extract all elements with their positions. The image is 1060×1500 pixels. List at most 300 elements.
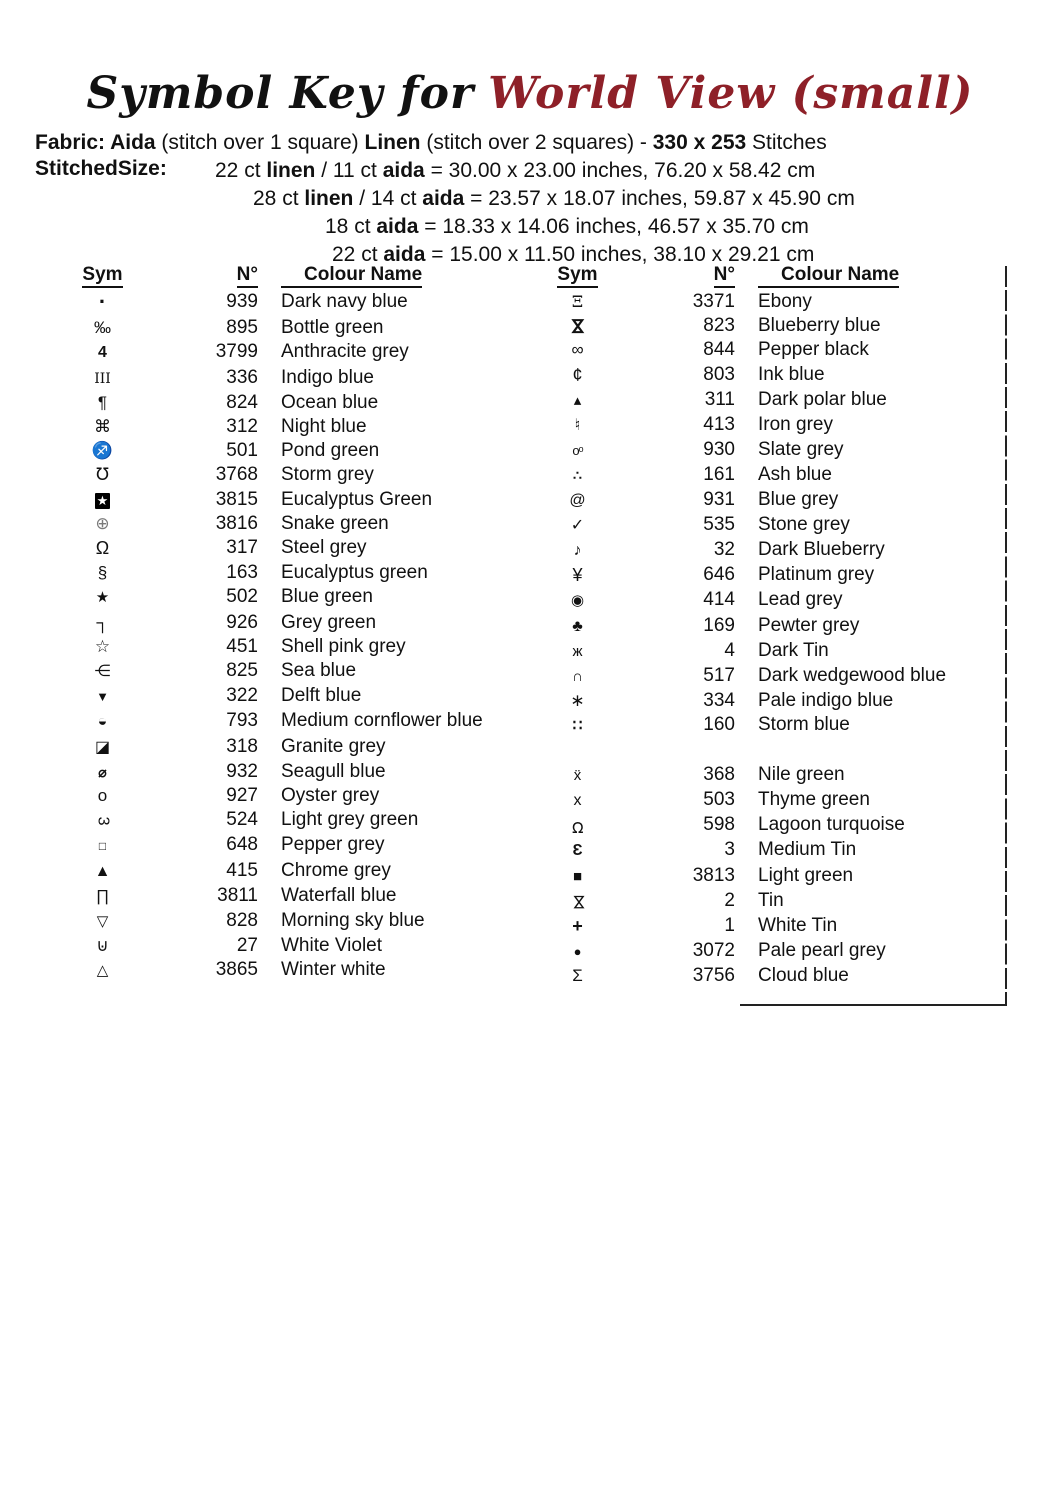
text-segment: 22 ct	[332, 243, 384, 266]
thread-number-cell: 322	[226, 685, 258, 707]
stitch-symbol-glyph: ♮	[574, 417, 581, 435]
stitch-symbol-glyph: ★	[95, 589, 110, 607]
stitch-symbol-glyph: ♪	[573, 542, 582, 560]
symbol-row	[60, 659, 495, 684]
thread-number-cell: 3	[724, 839, 735, 861]
thread-number-cell: 895	[226, 317, 258, 339]
text-segment: linen	[304, 187, 354, 210]
page-title-prefix: Symbol Key for	[86, 68, 475, 119]
symbol-cell	[535, 314, 620, 338]
thread-number-cell: 648	[226, 834, 258, 856]
colour-name-cell: Pewter grey	[758, 614, 860, 636]
symbol-row	[535, 388, 1005, 413]
stitch-symbol-glyph: ⊍	[96, 936, 109, 956]
thread-number-cell: 524	[226, 809, 258, 831]
symbol-cell	[535, 363, 620, 388]
stitch-symbol-glyph: ♐	[91, 441, 114, 461]
symbol-cell	[60, 415, 145, 439]
colour-name-cell: Blue green	[281, 586, 373, 608]
colour-name-cell: Dark Blueberry	[758, 539, 885, 561]
stitched-size-lines	[0, 157, 1060, 269]
stitch-symbol-glyph: ℧	[571, 818, 584, 836]
symbol-row	[60, 340, 495, 365]
thread-number-cell: 32	[713, 539, 735, 561]
symbol-row	[535, 588, 1005, 613]
table-body-left	[60, 290, 495, 984]
colour-name-cell: Chrome grey	[281, 859, 391, 881]
thread-number-cell: 3816	[215, 512, 258, 534]
symbol-row	[60, 958, 495, 983]
stitched-size-line	[253, 185, 1060, 213]
stitch-symbol-glyph: III	[94, 370, 111, 387]
symbol-row	[535, 338, 1005, 362]
symbol-row	[535, 838, 1005, 863]
symbol-row	[60, 463, 495, 487]
text-segment: = 18.33 x 14.06 inches, 46.57 x 35.70 cm	[418, 215, 809, 238]
symbol-cell	[535, 488, 620, 513]
thread-number-cell: 793	[226, 710, 258, 732]
symbol-cell	[60, 488, 145, 512]
stitch-symbol-glyph: ⌘	[94, 417, 111, 437]
stitch-symbol-glyph: ▽	[96, 913, 109, 931]
text-segment: Linen	[364, 131, 421, 154]
text-segment: / 14 ct	[353, 187, 423, 210]
symbol-cell	[535, 664, 620, 689]
stitched-size-line	[215, 157, 1060, 185]
symbol-row	[535, 363, 1005, 388]
symbol-cell	[535, 689, 620, 713]
thread-number-cell: 4	[724, 639, 735, 661]
colour-name-cell: Delft blue	[281, 685, 362, 707]
thread-number-cell: 336	[226, 366, 258, 388]
thread-number-cell: 334	[703, 690, 735, 712]
thread-number-cell: 3072	[692, 940, 735, 962]
thread-number-cell: 317	[226, 537, 258, 559]
table-header	[60, 263, 495, 288]
text-segment: 22 ct	[215, 159, 267, 182]
symbol-row	[60, 884, 495, 909]
symbol-row	[60, 561, 495, 585]
thread-number-cell: 535	[703, 513, 735, 535]
stitch-symbol-glyph: ⌀	[98, 763, 107, 780]
stitch-symbol-glyph: ·	[98, 289, 107, 314]
symbol-cell	[60, 709, 145, 734]
thread-number-cell: 3371	[692, 291, 735, 312]
symbol-cell	[60, 859, 145, 884]
stitch-symbol-glyph: ◪	[94, 738, 111, 756]
stitch-symbol-glyph: x	[573, 792, 582, 810]
text-segment: aida	[376, 215, 419, 238]
colour-name-cell: Shell pink grey	[281, 635, 406, 657]
header-number: N°	[145, 263, 258, 288]
symbol-row	[535, 889, 1005, 914]
symbol-cell	[535, 639, 620, 664]
symbol-row	[535, 513, 1005, 538]
thread-number-cell: 414	[703, 589, 735, 611]
thread-number-cell: 503	[703, 789, 735, 811]
symbol-row	[60, 536, 495, 561]
stitch-symbol-glyph: ℧	[96, 465, 109, 485]
stitch-symbol-glyph: ‰	[94, 318, 111, 338]
colour-name-cell: Steel grey	[281, 537, 367, 559]
symbol-row	[535, 314, 1005, 338]
colour-name-cell: Storm blue	[758, 714, 850, 736]
symbol-cell	[535, 413, 620, 438]
symbol-cell	[535, 614, 620, 639]
thread-number-cell: 3813	[692, 864, 735, 886]
symbol-cell	[60, 536, 145, 561]
colour-name-cell: Medium cornflower blue	[281, 710, 483, 732]
stitch-symbol-glyph: ▴	[573, 391, 582, 409]
symbol-cell	[535, 713, 620, 738]
stitch-symbol-glyph: ⋈	[568, 317, 588, 335]
symbol-row	[60, 909, 495, 934]
symbol-row	[60, 784, 495, 808]
symbol-cell	[535, 864, 620, 889]
colour-name-cell: Thyme green	[758, 789, 870, 811]
header-number: N°	[620, 263, 735, 288]
text-segment: Stitches	[746, 131, 827, 154]
colour-name-cell: Pale pearl grey	[758, 940, 886, 962]
stitch-symbol-glyph: ⋲	[94, 663, 111, 681]
colour-name-cell: Night blue	[281, 416, 367, 438]
symbol-cell	[535, 438, 620, 463]
symbol-cell	[60, 366, 145, 391]
colour-name-cell: Ash blue	[758, 464, 832, 486]
stitch-symbol-glyph: ♣	[572, 617, 583, 635]
header-sym: Sym	[535, 263, 620, 288]
symbol-cell	[60, 611, 145, 635]
thread-number-cell: 932	[226, 760, 258, 782]
thread-number-cell: 3799	[215, 341, 258, 363]
colour-name-cell: Slate grey	[758, 439, 844, 461]
stitch-symbol-glyph: Σ	[572, 966, 583, 986]
symbol-cell	[60, 512, 145, 536]
symbol-row	[535, 664, 1005, 689]
stitch-symbol-glyph: ✓	[570, 516, 585, 534]
symbol-row	[60, 735, 495, 760]
thread-number-cell: 1	[724, 915, 735, 937]
symbol-row	[60, 709, 495, 734]
colour-name-cell: Platinum grey	[758, 564, 875, 586]
colour-name-cell: Dark navy blue	[281, 291, 408, 312]
thread-number-cell: 3865	[215, 959, 258, 981]
colour-name-cell: Blueberry blue	[758, 315, 881, 337]
symbol-cell	[535, 763, 620, 788]
thread-number-cell: 803	[703, 363, 735, 385]
symbol-cell	[535, 513, 620, 538]
symbol-row	[535, 763, 1005, 788]
symbol-cell	[535, 838, 620, 863]
text-segment: 18 ct	[325, 215, 377, 238]
text-segment: 330 x 253	[652, 131, 747, 154]
stitch-symbol-glyph: ┐	[96, 612, 109, 632]
stitch-symbol-glyph: ẍ	[573, 766, 582, 784]
thread-number-cell: 415	[226, 859, 258, 881]
symbol-row	[535, 788, 1005, 813]
symbol-row	[535, 964, 1005, 988]
thread-number-cell: 931	[703, 488, 735, 510]
colour-name-cell: Pond green	[281, 440, 380, 462]
stitched-size-line	[325, 213, 1060, 241]
table-bottom-rule	[740, 1004, 1007, 1006]
stitch-symbol-glyph: △	[96, 962, 109, 980]
thread-number-cell: 2	[724, 889, 735, 911]
stitch-symbol-glyph: o	[97, 786, 108, 806]
colour-name-cell: Ocean blue	[281, 391, 379, 413]
text-segment: aida	[422, 187, 465, 210]
stitch-symbol-glyph: ∗	[570, 691, 585, 711]
symbol-cell	[535, 813, 620, 838]
colour-name-cell: Granite grey	[281, 735, 386, 757]
stitch-symbol-glyph: ⋈	[569, 893, 587, 910]
thread-number-cell: 824	[226, 391, 258, 413]
text-segment: (stitch over 1 square)	[155, 131, 365, 154]
stitch-symbol-glyph: +	[572, 916, 583, 937]
symbol-row	[535, 939, 1005, 964]
symbol-cell	[60, 684, 145, 709]
thread-number-cell: 823	[703, 315, 735, 337]
stitch-symbol-glyph: Ɛ	[572, 842, 583, 860]
symbol-row	[535, 689, 1005, 713]
colour-name-cell: Eucalyptus green	[281, 562, 428, 584]
header-sym: Sym	[60, 263, 145, 288]
stitched-size-label: StitchedSize:	[35, 157, 167, 180]
symbol-cell	[60, 884, 145, 909]
symbol-row	[535, 914, 1005, 939]
colour-name-cell: Nile green	[758, 763, 845, 785]
symbol-row	[60, 808, 495, 833]
colour-name-cell: Pepper black	[758, 339, 869, 361]
text-segment: = 30.00 x 23.00 inches, 76.20 x 58.42 cm	[424, 159, 816, 182]
text-segment: aida	[383, 243, 426, 266]
colour-name-cell: Cloud blue	[758, 965, 849, 987]
stitch-symbol-glyph: ▲	[94, 862, 111, 880]
stitch-symbol-glyph: ∞	[571, 340, 584, 360]
symbol-row	[60, 585, 495, 610]
symbol-key-table-left	[60, 263, 495, 984]
symbol-row	[535, 538, 1005, 563]
colour-name-cell: Ink blue	[758, 363, 825, 385]
colour-name-cell: Eucalyptus Green	[281, 488, 433, 510]
symbol-row	[60, 512, 495, 536]
stitch-symbol-glyph: ★	[96, 492, 109, 508]
text-segment: = 23.57 x 18.07 inches, 59.87 x 45.90 cm	[464, 187, 855, 210]
thread-number-cell: 930	[703, 439, 735, 461]
stitch-symbol-glyph: ■	[572, 867, 583, 885]
stitch-symbol-glyph: ∩	[572, 668, 583, 686]
thread-number-cell: 939	[226, 291, 258, 312]
symbol-row	[535, 713, 1005, 738]
thread-number-cell: 844	[703, 339, 735, 361]
colour-name-cell: Pepper grey	[281, 834, 385, 856]
thread-number-cell: 828	[226, 910, 258, 932]
colour-name-cell: Oyster grey	[281, 785, 380, 807]
symbol-row	[60, 439, 495, 463]
colour-name-cell: Sea blue	[281, 660, 357, 682]
stitch-symbol-glyph: ●	[573, 944, 582, 960]
stitch-symbol-glyph: ∴	[573, 467, 582, 484]
symbol-cell	[60, 635, 145, 659]
thread-number-cell: 413	[703, 414, 735, 436]
stitch-symbol-glyph: oᵒ	[572, 443, 583, 459]
symbol-row	[60, 366, 495, 391]
table-right-rule	[1005, 266, 1007, 1006]
symbol-cell	[60, 784, 145, 808]
thread-number-cell: 163	[226, 562, 258, 584]
colour-name-cell: Light grey green	[281, 809, 419, 831]
header-colour-name: Colour Name	[735, 263, 1005, 288]
stitch-symbol-glyph: 4	[98, 344, 107, 362]
colour-name-cell: Light green	[758, 864, 854, 886]
symbol-row	[60, 290, 495, 316]
stitch-symbol-glyph: Ξ	[571, 292, 584, 311]
stitch-symbol-glyph: ¶	[97, 392, 108, 412]
symbol-cell	[535, 889, 620, 914]
thread-number-cell: 311	[704, 388, 735, 410]
stitch-symbol-glyph: ж	[572, 642, 583, 660]
colour-name-cell: Lead grey	[758, 589, 843, 611]
thread-number-cell: 646	[703, 564, 735, 586]
colour-name-cell: Medium Tin	[758, 839, 857, 861]
symbol-cell	[535, 964, 620, 988]
text-segment: Fabric: Aida	[35, 131, 156, 154]
symbol-cell	[60, 934, 145, 958]
symbol-cell	[60, 316, 145, 340]
symbol-cell	[60, 735, 145, 760]
symbol-cell	[60, 290, 145, 316]
symbol-row	[60, 934, 495, 958]
text-segment: aida	[382, 159, 425, 182]
symbol-cell	[60, 561, 145, 585]
text-segment: linen	[266, 159, 316, 182]
symbol-cell	[60, 760, 145, 784]
table-header	[535, 263, 1005, 288]
symbol-row	[535, 864, 1005, 889]
page-title	[0, 68, 1060, 120]
symbol-cell	[60, 340, 145, 365]
symbol-row	[535, 639, 1005, 664]
thread-number-cell: 3815	[215, 488, 258, 510]
symbol-row	[60, 488, 495, 512]
text-segment: = 15.00 x 11.50 inches, 38.10 x 29.21 cm	[425, 243, 815, 266]
colour-name-cell: Lagoon turquoise	[758, 814, 905, 836]
symbol-row	[60, 635, 495, 659]
table-body-right	[535, 290, 1005, 989]
symbol-cell	[60, 585, 145, 610]
colour-name-cell: Dark Tin	[758, 639, 829, 661]
colour-name-cell: Seagull blue	[281, 760, 386, 782]
colour-name-cell: Iron grey	[758, 414, 833, 436]
colour-name-cell: Ebony	[758, 291, 812, 312]
thread-number-cell: 161	[703, 464, 735, 486]
spacer-row	[535, 739, 1005, 763]
symbol-cell	[535, 463, 620, 487]
thread-number-cell: 169	[703, 614, 735, 636]
thread-number-cell: 926	[226, 611, 258, 633]
thread-number-cell: 318	[226, 735, 258, 757]
symbol-row	[60, 415, 495, 439]
colour-name-cell: Indigo blue	[281, 366, 374, 388]
colour-name-cell: Winter white	[281, 959, 386, 981]
thread-number-cell: 451	[226, 635, 258, 657]
colour-name-cell: Stone grey	[758, 513, 850, 535]
thread-number-cell: 517	[703, 665, 735, 687]
colour-name-cell: Blue grey	[758, 488, 839, 510]
thread-number-cell: 3811	[217, 884, 258, 906]
symbol-row	[60, 859, 495, 884]
symbol-cell	[60, 391, 145, 415]
symbol-cell	[60, 808, 145, 833]
stitch-symbol-glyph: 3	[94, 816, 112, 826]
symbol-row	[535, 563, 1005, 588]
stitch-symbol-glyph: ◒	[97, 713, 108, 731]
stitch-symbol-glyph: ☆	[94, 636, 111, 656]
colour-name-cell: Waterfall blue	[281, 884, 397, 906]
symbol-cell	[535, 788, 620, 813]
symbol-cell	[535, 338, 620, 362]
stitch-symbol-glyph: @	[569, 491, 586, 509]
colour-name-cell: Anthracite grey	[281, 341, 409, 363]
fabric-info-line	[35, 129, 1035, 156]
colour-name-cell: Pale indigo blue	[758, 690, 894, 712]
stitch-symbol-glyph: Ω	[95, 538, 110, 559]
symbol-cell	[60, 833, 145, 858]
symbol-row	[60, 316, 495, 340]
symbol-row	[60, 684, 495, 709]
page-title-subject: World View (small)	[488, 68, 974, 119]
symbol-row	[535, 614, 1005, 639]
symbol-row	[60, 833, 495, 858]
colour-name-cell: Snake green	[281, 512, 389, 534]
symbol-cell	[535, 538, 620, 563]
symbol-row	[535, 463, 1005, 487]
stitch-symbol-glyph: §	[97, 563, 108, 583]
thread-number-cell: 27	[236, 935, 258, 957]
stitch-symbol-glyph: □	[98, 839, 107, 854]
colour-name-cell: White Tin	[758, 915, 838, 937]
thread-number-cell: 3768	[215, 464, 258, 486]
symbol-cell	[535, 914, 620, 939]
colour-name-cell: Morning sky blue	[281, 910, 425, 932]
stitch-symbol-glyph: ∷	[572, 717, 583, 735]
colour-name-cell: Dark wedgewood blue	[758, 665, 947, 687]
symbol-cell	[60, 659, 145, 684]
symbol-row	[535, 438, 1005, 463]
symbol-cell	[60, 909, 145, 934]
stitch-symbol-glyph: ¥	[572, 565, 583, 586]
thread-number-cell: 3756	[692, 965, 735, 987]
text-segment: (stitch over 2 squares) -	[420, 131, 653, 154]
symbol-cell	[60, 439, 145, 463]
stitch-symbol-glyph: ∏	[95, 887, 110, 905]
text-segment: 28 ct	[253, 187, 305, 210]
thread-number-cell: 825	[226, 660, 258, 682]
text-segment: / 11 ct	[315, 159, 383, 182]
stitch-symbol-glyph: ▼	[96, 689, 109, 705]
symbol-row	[535, 290, 1005, 314]
symbol-cell	[535, 563, 620, 588]
stitch-symbol-glyph: ◉	[570, 592, 585, 610]
colour-name-cell: Tin	[758, 889, 784, 911]
colour-name-cell: White Violet	[281, 935, 383, 957]
colour-name-cell: Storm grey	[281, 464, 374, 486]
stitch-symbol-glyph: ¢	[572, 364, 583, 385]
thread-number-cell: 598	[703, 814, 735, 836]
symbol-cell	[535, 939, 620, 964]
symbol-row	[60, 760, 495, 784]
symbol-cell	[60, 958, 145, 983]
